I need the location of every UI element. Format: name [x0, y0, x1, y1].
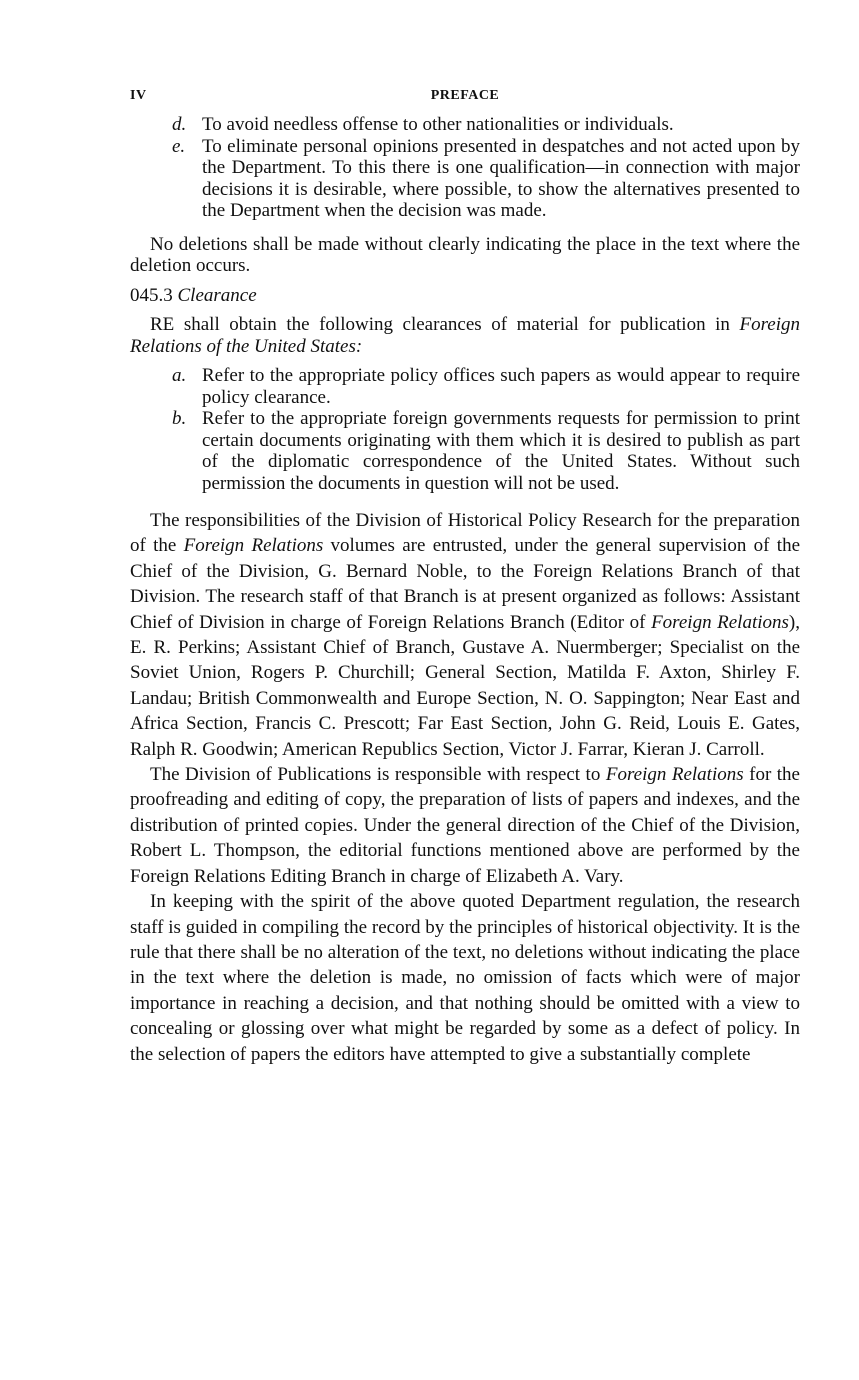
clearance-intro [130, 314, 800, 357]
paragraph-text: for the proofreading and editing of copy, the preparation of lists of papers and indexes, and the distribution of printed copies. Under the general direction of the Chief of the Division, Robert L. Thompson, the editorial functions mentioned above are performed by the Foreign Relations Editing Branch in charge of Elizabeth A. Vary. [130, 764, 800, 887]
spirit-paragraph: In keeping with the spirit of the above quoted Department regulation, the research staff is guided in compiling the record by the principles of historical objectivity. It is the rule that there shall be no alteration of the text, no deletions without indicating the place in the text where the deletion is made, no omission of facts which were of major importance in reaching a decision, and that nothing should be omitted with a view to concealing or glossing over what might be regarded by some as a defect of policy. In the selection of papers the editors have attempted to give a substantially complete [130, 891, 800, 1065]
paragraph-text: The Division of Publications is responsible with respect to [150, 764, 606, 786]
regulation-list-continued [130, 114, 800, 222]
publication-title: Foreign Relations [605, 764, 744, 786]
list-marker: b. [172, 408, 187, 429]
document-page [130, 84, 800, 1067]
responsibilities-paragraph [130, 508, 800, 762]
list-item [130, 114, 800, 136]
clearance-list [130, 365, 800, 494]
list-item-text: Refer to the appropriate foreign governments requests for permission to print certain documents originating with them which it is desired to publish as part of the diplomatic correspondence of the United States. Without such permission the documents in question will not be used. [202, 408, 800, 494]
paragraph-text: volumes are entrusted, under the general supervision of the Chief of the Division, G. Bernard Noble, to the Foreign Relations Branch of that Division. The research staff of that Branch is at present organized as follows: Assistant Chief of Division in charge of Foreign Relations Branch (Editor of [130, 535, 800, 633]
list-item [130, 365, 800, 408]
list-item-text: Refer to the appropriate policy offices such papers as would appear to require policy clearance. [202, 365, 800, 408]
publications-paragraph [130, 762, 800, 889]
publication-title: Foreign Relations [183, 535, 324, 557]
running-head [130, 84, 800, 108]
list-marker: e. [172, 135, 186, 157]
running-title: PREFACE [430, 88, 500, 103]
section-title: Clearance [177, 284, 257, 306]
section-number: 045.3 [130, 284, 173, 306]
paragraph-text: ), E. R. Perkins; Assistant Chief of Branch, Gustave A. Nuermberger; Specialist on the Soviet Union, Rogers P. Churchill; General Section, Matilda F. Axton, Shirley F. Landau; British Commonwealth and Europe Section, N. O. Sappington; Near East and Africa Section, Francis C. Prescott; Far East Section, John G. Reid, Louis E. Gates, Ralph R. Goodwin; American Republics Section, Victor J. Farrar, Kieran J. Carroll. [130, 611, 800, 760]
list-item [130, 408, 800, 494]
list-item-text: To avoid needless offense to other nationalities or individuals. [202, 114, 674, 135]
deletions-note: No deletions shall be made without clearly indicating the place in the text where the deletion occurs. [130, 233, 800, 276]
publication-title: Foreign Relations [651, 611, 789, 633]
list-item [130, 136, 800, 222]
page-number: IV [130, 88, 147, 103]
clearance-intro-text: RE shall obtain the following clearances of material for publication in [150, 314, 740, 335]
list-item-text: To eliminate personal opinions presented in despatches and not acted upon by the Department. To this there is one qualification—in connection with major decisions it is desirable, where possible, to show the alternatives presented to the Department when the decision was made. [202, 135, 800, 221]
section-heading [130, 285, 800, 307]
paragraph-text: The responsibilities of the Division of Historical Policy Research for the preparation of the [130, 510, 800, 557]
publication-title: Foreign Relations of the United States: [130, 314, 800, 357]
list-marker: d. [172, 114, 187, 135]
list-marker: a. [172, 365, 187, 386]
